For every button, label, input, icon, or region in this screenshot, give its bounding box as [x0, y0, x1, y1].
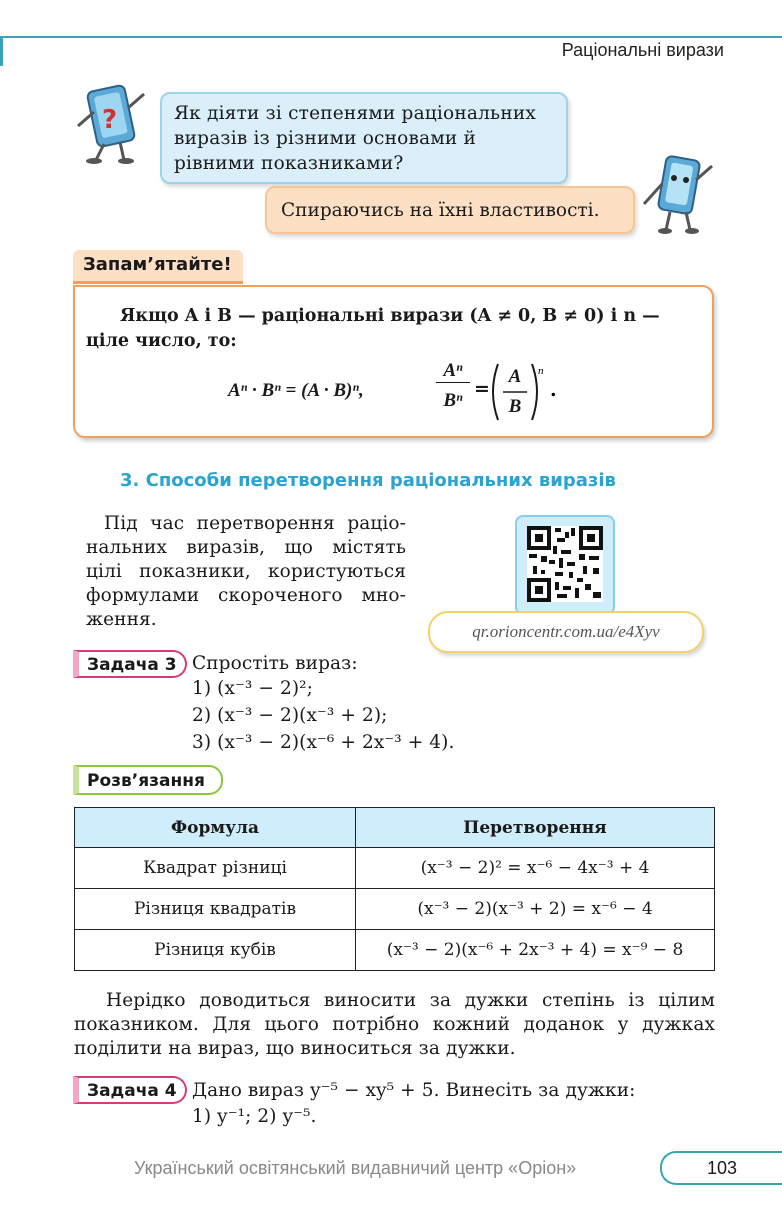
- parentheses-icon: [488, 360, 568, 424]
- equals-sign: =: [474, 378, 490, 400]
- task4-prompt: Дано вираз y⁻⁵ − xy⁵ + 5. Винесіть за дужки:: [192, 1080, 636, 1101]
- table-row: [75, 930, 715, 971]
- table-header: Формула: [75, 808, 356, 848]
- phone-character-question-icon: [72, 82, 162, 164]
- paragraph-line: поділити на вираз, що виноситься за дужки.: [74, 1038, 516, 1059]
- table-cell: (x⁻³ − 2)² = x⁻⁶ − 4x⁻³ + 4: [356, 848, 715, 889]
- qr-link[interactable]: qr.orioncentr.com.ua/e4Xyv: [428, 611, 704, 653]
- intro-line: формулами скороченого мно-: [86, 585, 406, 606]
- table-cell: (x⁻³ − 2)(x⁻³ + 2) = x⁻⁶ − 4: [356, 889, 715, 930]
- task4-items: 1) y⁻¹; 2) y⁻⁵.: [192, 1106, 317, 1127]
- table-header-row: [75, 808, 715, 848]
- intro-line: цілі показники, користуються: [86, 561, 406, 582]
- table-row: [75, 889, 715, 930]
- task3-item: 3) (x⁻³ − 2)(x⁻⁶ + 2x⁻³ + 4).: [192, 732, 455, 753]
- task3-item: 2) (x⁻³ − 2)(x⁻³ + 2);: [192, 705, 388, 726]
- formulas-table: [74, 807, 715, 971]
- intro-line: ження.: [86, 609, 157, 630]
- answer-text: Спираючись на їхні властивості.: [281, 200, 600, 221]
- table-cell: Різниця квадратів: [75, 889, 356, 930]
- phone-character-answer-icon: [640, 150, 720, 236]
- intro-line: нальних виразів, що містять: [86, 537, 406, 558]
- remember-label: Запам’ятайте!: [73, 250, 243, 284]
- paragraph-line: Нерідко доводиться виносити за дужки степінь із цілим: [106, 990, 715, 1011]
- page-header-title: Раціональні вирази: [561, 40, 724, 60]
- task4-label: Задача 4: [73, 1076, 187, 1104]
- remember-statement: Якщо A і B — раціональні вирази (A ≠ 0, B ≠ 0) і n — ціле число, то:: [86, 306, 660, 351]
- rhs-denominator: B: [508, 396, 522, 417]
- table-cell: (x⁻³ − 2)(x⁻⁶ + 2x⁻³ + 4) = x⁻⁹ − 8: [356, 930, 715, 971]
- question-bubble: [160, 92, 568, 184]
- intro-paragraph: [86, 512, 406, 632]
- table-cell: Квадрат різниці: [75, 848, 356, 889]
- svg-text:.: .: [550, 379, 557, 401]
- rhs-numerator: A: [508, 366, 522, 387]
- task3-item: 1) (x⁻³ − 2)²;: [192, 678, 313, 699]
- paragraph-2: [74, 989, 715, 1061]
- task3-label: Задача 3: [73, 650, 187, 678]
- answer-bubble: [265, 186, 635, 234]
- table-row: [75, 848, 715, 889]
- remember-formula-product: Aⁿ · Bⁿ = (A · B)ⁿ,: [228, 380, 364, 401]
- quotient-numerator: Aⁿ: [436, 360, 470, 383]
- paragraph-line: показником. Для цього потрібно кожний доданок у дужках: [74, 1014, 715, 1035]
- task3-prompt: Спростіть вираз:: [192, 653, 358, 674]
- question-text: Як діяти зі степенями раціональних виразів із різними основами й рівними показниками?: [174, 103, 537, 174]
- qr-code-icon[interactable]: [527, 526, 603, 602]
- intro-line: Під час перетворення раціо-: [104, 513, 406, 534]
- section-title: 3. Способи перетворення раціональних виразів: [120, 470, 616, 491]
- svg-text:n: n: [538, 365, 544, 377]
- solution-label: Розв’язання: [73, 765, 223, 795]
- footer-publisher: Український освітянський видавничий центр «Оріон»: [134, 1158, 577, 1178]
- svg-text:?: ?: [102, 105, 118, 135]
- table-header: Перетворення: [356, 808, 715, 848]
- quotient-denominator: Bⁿ: [443, 390, 463, 411]
- page-number: 103: [660, 1151, 782, 1185]
- table-cell: Різниця кубів: [75, 930, 356, 971]
